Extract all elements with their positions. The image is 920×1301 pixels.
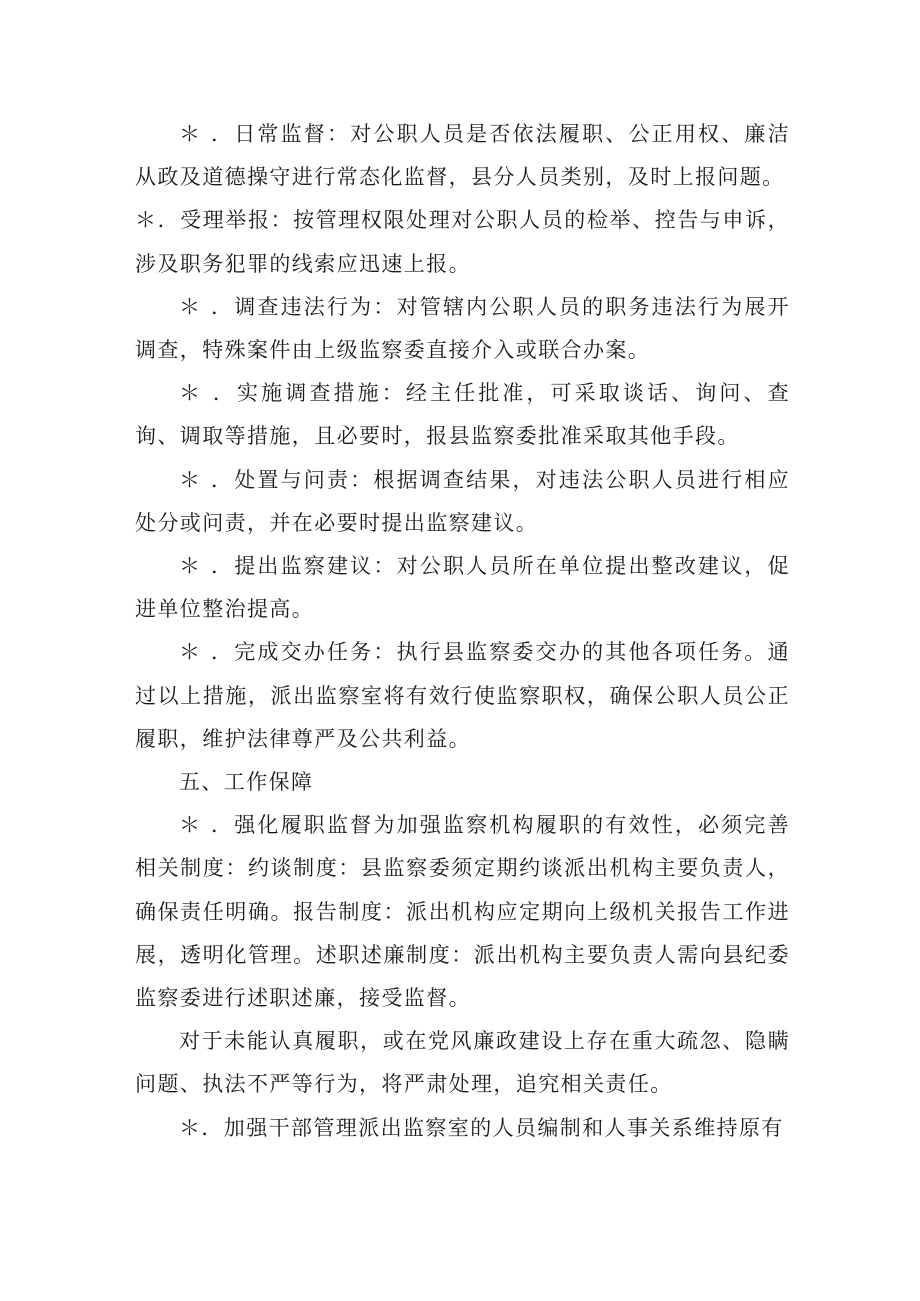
paragraph-supervision-suggestions: ＊ ．提出监察建议：对公职人员所在单位提出整改建议，促进单位整治提高。 xyxy=(135,554,790,622)
paragraph-assigned-tasks: ＊ ．完成交办任务：执行县监察委交办的其他各项任务。通过以上措施，派出监察室将有效行使监察职权，确保公职人员公正履职，维护法律尊严及公共利益。 xyxy=(135,640,790,751)
paragraph-strengthen-supervision: ＊ ．强化履职监督为加强监察机构履职的有效性，必须完善相关制度：约谈制度：县监察委须定期约谈派出机构主要负责人，确保责任明确。报告制度：派出机构应定期向上级机关报告工作进展，透明化管理。述职述廉制度：派出机构主要负责人需向县纪委监察委进行述职述廉，接受监督。 xyxy=(135,813,790,1011)
paragraph-investigation-measures: ＊ ．实施调查措施：经主任批准，可采取谈话、询问、查询、调取等措施，且必要时，报县监察委批准采取其他手段。 xyxy=(135,381,790,449)
paragraph-accountability: 对于未能认真履职，或在党风廉政建设上存在重大疏忽、隐瞒问题、执法不严等行为，将严肃处理，追究相关责任。 xyxy=(135,1029,790,1097)
paragraph-investigate-violations: ＊ ．调查违法行为：对管辖内公职人员的职务违法行为展开调查，特殊案件由上级监察委直接介入或联合办案。 xyxy=(135,294,790,363)
document-body xyxy=(135,113,790,1150)
paragraph-cadre-management: ＊．加强干部管理派出监察室的人员编制和人事关系维持原有 xyxy=(179,1115,784,1140)
paragraph-daily-supervision: ＊ ．日常监督：对公职人员是否依法履职、公正用权、廉洁从政及道德操守进行常态化监督，县分人员类别，及时上报问题。 xyxy=(135,122,790,190)
paragraph-disposal-accountability: ＊ ．处置与问责：根据调查结果，对违法公职人员进行相应处分或问责，并在必要时提出监察建议。 xyxy=(135,467,790,535)
section-heading-work-guarantee: 五、工作保障 xyxy=(179,770,314,795)
paragraph-accept-reports: ＊．受理举报：按管理权限处理对公职人员的检举、控告与申诉，涉及职务犯罪的线索应迅速上报。 xyxy=(135,208,790,276)
